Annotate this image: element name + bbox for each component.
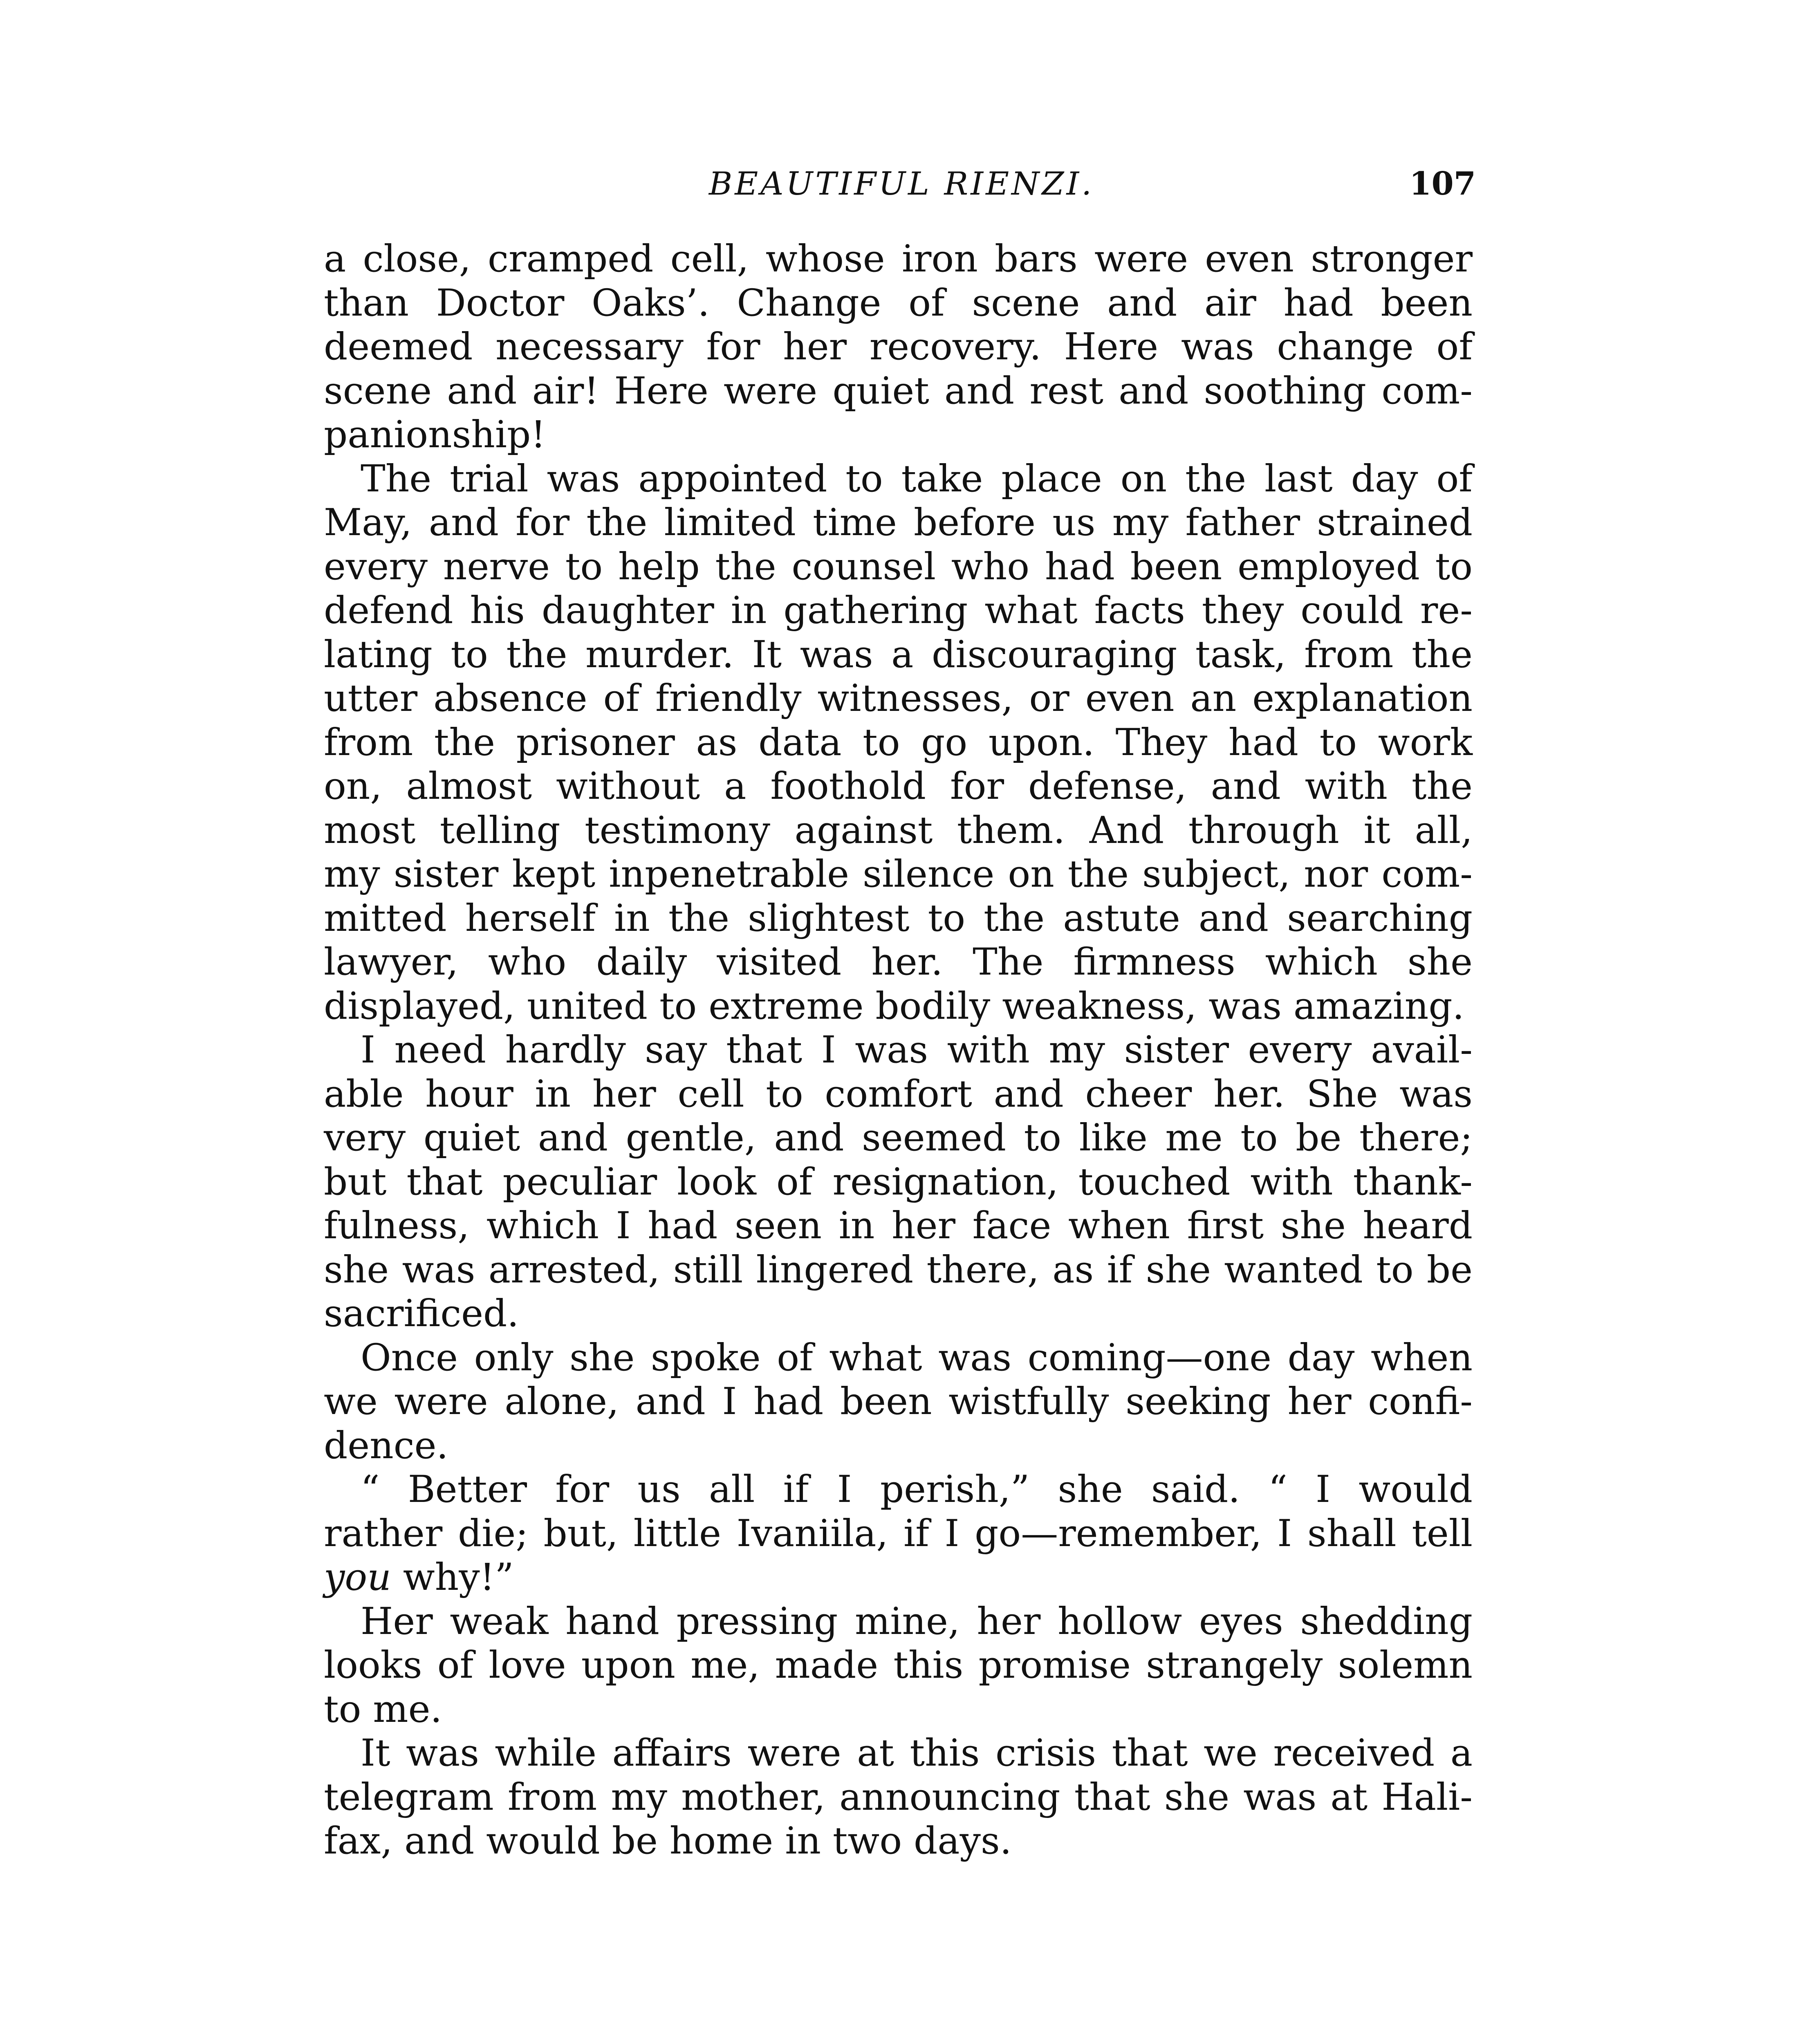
text-line: able hour in her cell to comfort and cheer her. She was — [324, 1072, 1473, 1116]
text-line: most telling testimony against them. And through it all, — [324, 809, 1473, 852]
text-line: fulness, which I had seen in her face when first she heard — [324, 1204, 1473, 1247]
text-line: from the prisoner as data to go upon. They had to work — [324, 721, 1473, 764]
text-line: lawyer, who daily visited her. The firmness which she — [324, 941, 1473, 984]
page-number: 107 — [1409, 165, 1476, 202]
text-line: displayed, united to extreme bodily weakness, was amazing. — [324, 984, 1464, 1028]
text-line: sacrificed. — [324, 1292, 519, 1335]
text-line: telegram from my mother, announcing that she was at Hali- — [324, 1775, 1473, 1819]
text-line: lating to the murder. It was a discouraging task, from the — [324, 633, 1473, 676]
paragraph-first-line: The trial was appointed to take place on the last day of — [361, 457, 1473, 500]
text-line: panionship! — [324, 413, 546, 456]
text-line-tail: why!” — [391, 1556, 514, 1599]
text-line: rather die; but, little Ivaniila, if I go—remember, I shall tell — [324, 1512, 1473, 1555]
running-title: BEAUTIFUL RIENZI. — [708, 166, 1094, 202]
paragraph-first-line: “ Better for us all if I perish,” she said. “ I would — [361, 1468, 1473, 1511]
running-head — [327, 161, 1476, 206]
text-line: very quiet and gentle, and seemed to like me to be there; — [324, 1116, 1473, 1159]
text-line: fax, and would be home in two days. — [324, 1820, 1012, 1862]
text-line: dence. — [324, 1424, 448, 1467]
text-line: deemed necessary for her recovery. Here was change of — [324, 325, 1473, 368]
text-line: on, almost without a foothold for defense, and with the — [324, 765, 1473, 808]
text-line: every nerve to help the counsel who had been employed to — [324, 545, 1473, 588]
text-line: defend his daughter in gathering what facts they could re- — [324, 589, 1473, 632]
text-line: utter absence of friendly witnesses, or even an explanation — [324, 677, 1473, 720]
text-line: than Doctor Oaks’. Change of scene and air had been — [324, 281, 1473, 325]
paragraph-first-line: It was while affairs were at this crisis that we received a — [361, 1732, 1473, 1775]
text-line: mitted herself in the slightest to the astute and searching — [324, 896, 1473, 940]
text-line: my sister kept inpenetrable silence on the subject, nor com- — [324, 853, 1473, 896]
text-line: to me. — [324, 1688, 442, 1731]
paragraph-first-line: Her weak hand pressing mine, her hollow eyes shedding — [361, 1600, 1473, 1643]
paragraph-first-line: I need hardly say that I was with my sister every avail- — [361, 1029, 1473, 1071]
text-line: she was arrested, still lingered there, as if she wanted to be — [324, 1248, 1473, 1291]
text-line — [324, 1555, 1473, 1600]
text-line: scene and air! Here were quiet and rest and soothing com- — [324, 369, 1473, 412]
text-line: a close, cramped cell, whose iron bars were even stronger — [324, 238, 1473, 280]
text-line: we were alone, and I had been wistfully seeking her confi- — [324, 1380, 1473, 1423]
emphasis-you: you — [324, 1556, 391, 1599]
text-line: but that peculiar look of resignation, touched with thank- — [324, 1160, 1473, 1204]
body-text — [324, 237, 1473, 1863]
paragraph-first-line: Once only she spoke of what was coming—one day when — [361, 1336, 1473, 1379]
text-line: May, and for the limited time before us my father strained — [324, 501, 1473, 544]
text-line: looks of love upon me, made this promise strangely solemn — [324, 1644, 1473, 1687]
